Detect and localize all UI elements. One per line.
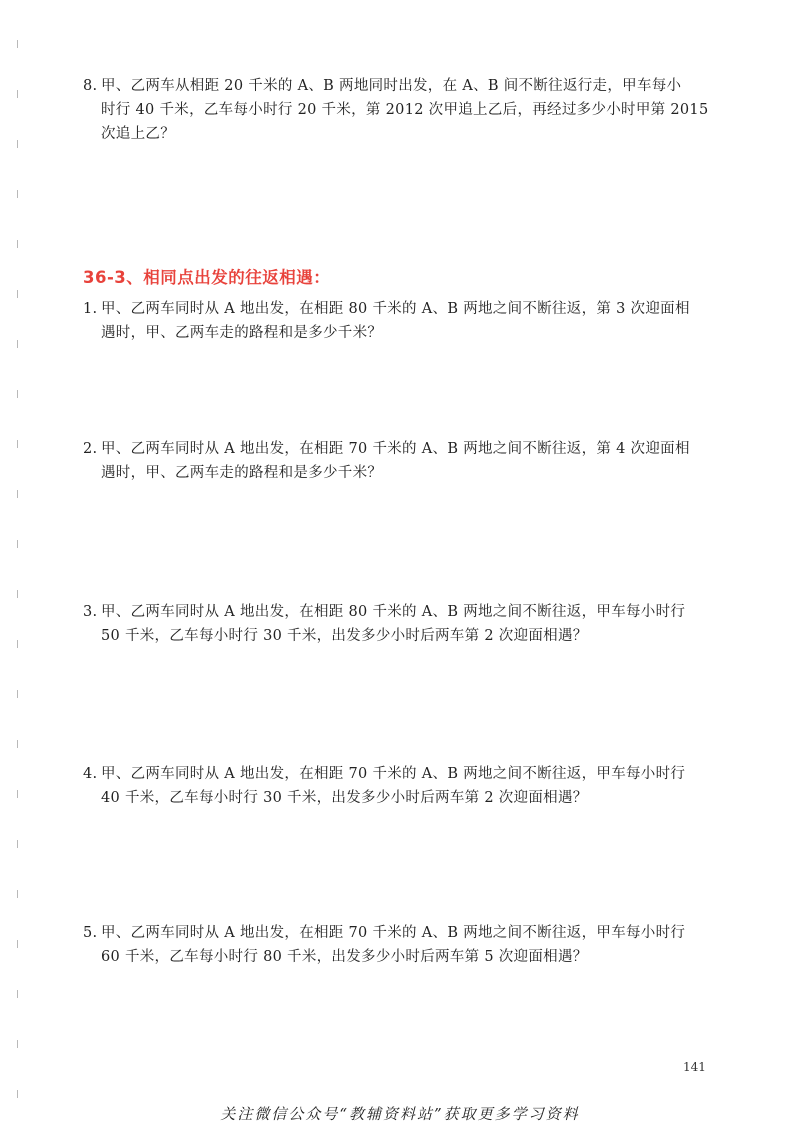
problem-text-line: 50 千米，乙车每小时行 30 千米，出发多少小时后两车第 2 次迎面相遇？ [101, 628, 588, 644]
problem-text-line: 甲、乙两车同时从 A 地出发，在相距 70 千米的 A、B 两地之间不断往返，甲车每小时行 [101, 925, 686, 941]
problem-text-line: 甲、乙两车同时从 A 地出发，在相距 80 千米的 A、B 两地之间不断往返，第 3 次迎面相 [101, 301, 690, 317]
problem-4 [83, 762, 713, 810]
page-number: 141 [683, 1060, 706, 1074]
problem-text-line: 40 千米，乙车每小时行 30 千米，出发多少小时后两车第 2 次迎面相遇？ [101, 790, 588, 806]
problem-5 [83, 921, 713, 969]
problem-number: 1. [83, 301, 98, 317]
problem-text-line: 甲、乙两车同时从 A 地出发，在相距 70 千米的 A、B 两地之间不断往返，甲车每小时行 [101, 766, 686, 782]
problem-number: 3. [83, 604, 98, 620]
problem-number: 4. [83, 766, 98, 782]
problem-2 [83, 437, 713, 485]
problem-text-line: 次追上乙？ [101, 126, 175, 142]
problem-text-line: 甲、乙两车从相距 20 千米的 A、B 两地同时出发，在 A、B 间不断往返行走，甲车每小 [101, 78, 682, 94]
problem-number: 8. [83, 78, 98, 94]
problem-text-line: 甲、乙两车同时从 A 地出发，在相距 70 千米的 A、B 两地之间不断往返，第 4 次迎面相 [101, 441, 690, 457]
section-heading: 36-3、相同点出发的往返相遇： [83, 268, 331, 287]
footer-note: 关注微信公众号“教辅资料站”获取更多学习资料 [220, 1105, 580, 1123]
problem-number: 5. [83, 925, 98, 941]
problem-text-line: 遇时，甲、乙两车走的路程和是多少千米？ [101, 325, 383, 341]
problem-1 [83, 297, 713, 345]
problem-3 [83, 600, 713, 648]
problem-text-line: 甲、乙两车同时从 A 地出发，在相距 80 千米的 A、B 两地之间不断往返，甲车每小时行 [101, 604, 686, 620]
binding-margin-marks [17, 20, 21, 1110]
problem-number: 2. [83, 441, 98, 457]
problem-text-line: 60 千米，乙车每小时行 80 千米，出发多少小时后两车第 5 次迎面相遇？ [101, 949, 588, 965]
problem-8 [83, 74, 713, 146]
problem-text-line: 遇时，甲、乙两车走的路程和是多少千米？ [101, 465, 383, 481]
problem-text-line: 时行 40 千米，乙车每小时行 20 千米，第 2012 次甲追上乙后，再经过多少小时甲第 2015 [101, 102, 709, 118]
